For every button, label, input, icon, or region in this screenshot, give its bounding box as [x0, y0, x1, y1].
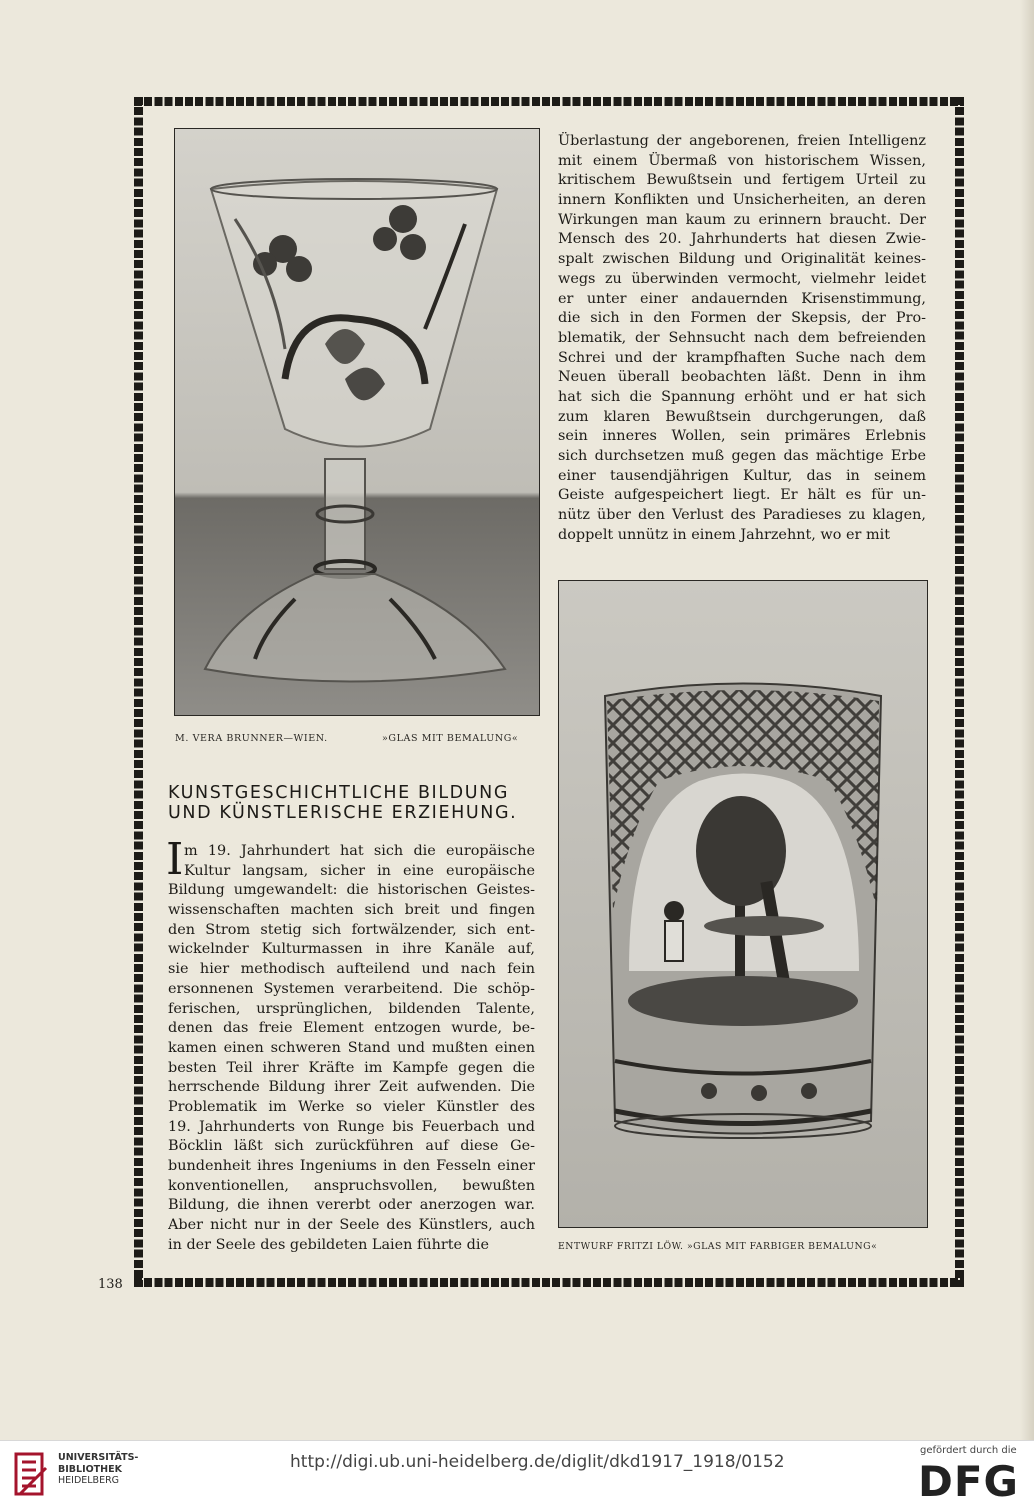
text-line: konventionellen, anspruchsvollen, bewußten: [168, 1177, 535, 1194]
library-name-line2: BIBLIOTHEK: [58, 1463, 122, 1475]
text-line: zum klaren Bewußtsein durchgerungen, daß: [558, 408, 926, 425]
text-line: Bildung, die ihnen vererbt oder anerzogen war.: [168, 1197, 535, 1214]
text-line: 19. Jahrhunderts von Runge bis Feuerbach und: [168, 1118, 535, 1135]
page-spine-shadow: [1020, 0, 1034, 1440]
figure2-caption: ENTWURF FRITZI LÖW. »GLAS MIT FARBIGER BEMALUNG«: [558, 1241, 878, 1252]
text-line: blematik, der Sehnsucht nach dem befreienden: [558, 329, 926, 346]
left-column-text: [166, 834, 535, 1255]
drop-cap: I: [166, 834, 184, 885]
text-line: Mensch des 20. Jahrhunderts hat diesen Zwie-: [558, 231, 926, 248]
text-line: sie hier methodisch aufteilend und nach fein: [168, 961, 535, 978]
permalink-url[interactable]: http://digi.ub.uni-heidelberg.de/diglit/dkd1917_1918/0152: [290, 1452, 785, 1472]
page-number: 138: [98, 1277, 123, 1292]
article-heading-line2: UND KÜNSTLERISCHE ERZIEHUNG.: [168, 803, 518, 823]
text-line: Aber nicht nur in der Seele des Künstlers, auch: [168, 1217, 535, 1234]
text-line: m 19. Jahrhundert hat sich die europäische: [184, 843, 535, 859]
text-line: nütz über den Verlust des Paradieses zu klagen,: [558, 507, 926, 524]
text-line: wickelnder Kulturmassen in ihre Kanäle auf,: [168, 941, 535, 958]
text-line: die sich in den Formen der Skepsis, der Pro-: [558, 310, 926, 327]
text-line: kritischem Bewußtsein und fertigem Urteil zu: [558, 172, 926, 189]
viewer-footer: [0, 1440, 1034, 1510]
figure1-caption-title: »GLAS MIT BEMALUNG«: [382, 733, 519, 744]
photo-painted-goblet: [174, 128, 540, 716]
text-line: Problematik im Werke so vieler Künstler des: [168, 1098, 535, 1115]
article-heading-line1: KUNSTGESCHICHTLICHE BILDUNG: [168, 783, 509, 803]
text-line: sich durchsetzen muß gegen das mächtige Erbe: [558, 448, 926, 464]
beaker-illustration: [559, 581, 927, 1227]
text-line: Wirkungen man kaum zu erinnern braucht. Der: [558, 211, 926, 228]
figure1-caption-artist: M. VERA BRUNNER—WIEN.: [175, 733, 328, 744]
text-line: kamen einen schweren Stand und mußten einen: [168, 1039, 535, 1056]
text-line: ferischen, ursprünglichen, bildenden Talente,: [168, 1000, 535, 1017]
text-line: herrschende Bildung ihrer Zeit aufwenden. Die: [168, 1079, 535, 1096]
text-line: Neuen überall beobachten läßt. Denn in ihm: [558, 369, 926, 386]
text-line: einer tausendjährigen Kultur, das in seinem: [558, 467, 926, 484]
right-column-text: [558, 132, 926, 545]
university-library-logo-icon[interactable]: [12, 1448, 50, 1500]
text-line: Böcklin läßt sich zurückführen auf diese Ge-: [168, 1138, 535, 1155]
text-line: ersonnenen Systemen verarbeitend. Die schöp-: [168, 980, 535, 997]
text-line: er unter einer andauernden Krisenstimmung,: [558, 290, 926, 307]
text-line: Kultur langsam, sicher in eine europäische: [184, 862, 535, 879]
text-line: doppelt unnütz in einem Jahrzehnt, wo er mit: [558, 526, 890, 543]
text-line: wegs zu überwinden vermocht, vielmehr leidet: [558, 270, 926, 287]
text-line: den Strom stetig sich fortwälzender, sich ent-: [168, 921, 535, 938]
text-line: in der Seele des gebildeten Laien führte die: [168, 1236, 489, 1253]
border-left: [134, 97, 143, 1287]
border-right: [955, 97, 964, 1287]
article-heading: [168, 783, 540, 823]
text-line: Bildung umgewandelt: die historischen Geistes-: [168, 882, 535, 899]
text-line: Geiste aufgespeichert liegt. Er hält es für un-: [558, 487, 926, 504]
text-line: besten Teil ihrer Kräfte im Kampfe gegen die: [168, 1059, 535, 1076]
library-name-line1: UNIVERSITÄTS-: [58, 1452, 139, 1463]
text-line: sein inneres Wollen, sein primäres Erlebnis: [558, 428, 926, 445]
border-bottom: [134, 1278, 964, 1287]
text-line: Überlastung der angeborenen, freien Intelligenz: [558, 133, 926, 149]
text-line: bundenheit ihres Ingeniums in den Fesseln einer: [168, 1158, 535, 1174]
funded-by-label: gefördert durch die: [920, 1445, 1017, 1456]
library-name-line3: HEIDELBERG: [58, 1475, 120, 1486]
text-line: hat sich die Spannung erhöht und er hat sich: [558, 388, 926, 405]
text-line: innern Konflikten und Unsicherheiten, an deren: [558, 192, 926, 209]
border-top: [134, 97, 964, 106]
text-line: wissenschaften machten sich breit und fingen: [168, 902, 535, 919]
text-line: denen das freie Element entzogen wurde, be-: [168, 1020, 535, 1037]
photo-painted-beaker: [558, 580, 928, 1228]
library-name[interactable]: [58, 1452, 138, 1487]
dfg-logo[interactable]: DFG: [918, 1457, 1020, 1506]
text-line: mit einem Übermaß von historischem Wissen,: [558, 152, 926, 169]
text-line: Schrei und der krampfhaften Suche nach dem: [558, 349, 926, 366]
goblet-illustration: [175, 129, 539, 715]
text-line: spalt zwischen Bildung und Originalität keines-: [558, 251, 926, 268]
